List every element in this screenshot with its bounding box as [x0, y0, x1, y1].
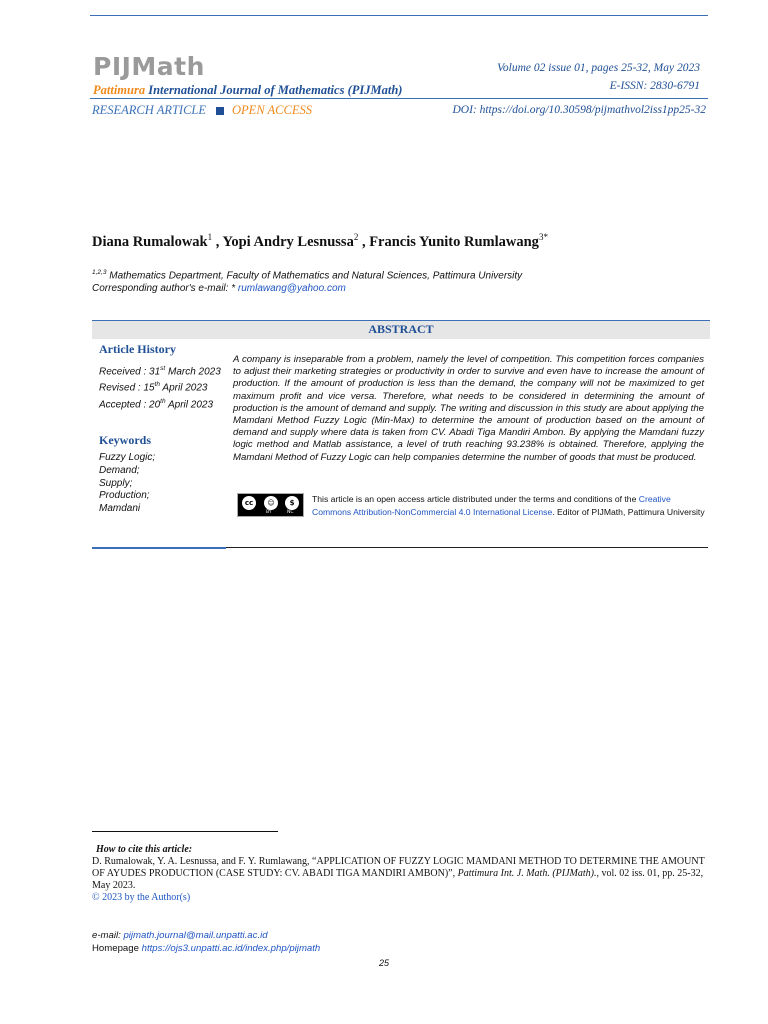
- revised-pre: Revised : 15: [99, 382, 155, 394]
- email-label: e-mail:: [92, 930, 124, 941]
- doi-link[interactable]: DOI: https://doi.org/10.30598/pijmathvol2iss1pp25-32: [452, 104, 706, 116]
- nc-dollar-icon: $: [285, 496, 299, 510]
- received-post: March 2023: [165, 366, 221, 378]
- keywords-title: Keywords: [99, 433, 151, 447]
- journal-name-prefix: Pattimura: [93, 83, 146, 97]
- author-list: [92, 232, 548, 251]
- license-text-post: . Editor of PIJMath, Pattimura University: [552, 506, 705, 517]
- contact-email-line: [92, 930, 320, 943]
- volume-info: Volume 02 issue 01, pages 25-32, May 2023: [497, 62, 700, 74]
- revised-sup: th: [154, 381, 161, 389]
- keyword-item: Mamdani: [99, 503, 141, 515]
- accepted-pre: Accepted : 20: [99, 398, 161, 410]
- accepted-post: April 2023: [165, 398, 214, 410]
- license-link[interactable]: Creative Commons Attribution-NonCommercial 4.0 International License: [312, 494, 671, 517]
- affiliation: [92, 266, 522, 295]
- abstract-text: A company is inseparable from a problem, namely the level of competition. This competition forces companies to adjust their marketing strategies or productivity in order to survive and even have to increase the amount of production. If the amount of production is less than the demand, the company will not be maximized to get maximum profit and vice versa. Therefore, what needs to be considered in determining the amount of production is the amount of demand and supply. The writing and discussion in this study are about applying the Mamdani Method Fuzzy Logic (Min-Max) to determine the amount of production based on the amount of demand and supply where data is taken from CV. Abadi Tiga Mandiri Ambon. By applying the Mamdani fuzzy logic method and Matlab assistance, a level of truth reaching 93.238% is obtained. Therefore, applying the Mamdani Method of Fuzzy Logic can help companies determine the number of goods that must be produced.: [233, 354, 704, 463]
- journal-name-rest: International Journal of Mathematics (PIJMath): [145, 83, 403, 97]
- citation-head: How to cite this article:: [96, 844, 193, 855]
- abstract-bottom-rule-accent: [92, 547, 226, 549]
- revised-post: April 2023: [160, 382, 208, 394]
- keyword-item: Supply;: [99, 477, 133, 489]
- corresponding-line: [92, 282, 522, 295]
- cc-by-nc-badge-icon[interactable]: [237, 493, 304, 517]
- article-type: RESEARCH ARTICLE: [92, 103, 207, 117]
- affiliation-sup: 1,2,3: [92, 269, 107, 276]
- author-name: Yopi Andry Lesnussa: [222, 233, 354, 250]
- badge-nc-label: NC: [287, 510, 294, 515]
- separator-square-icon: [216, 107, 224, 115]
- citation-text: [92, 856, 712, 893]
- corresponding-label: Corresponding author's e-mail: *: [92, 283, 238, 295]
- by-person-icon: ☺: [264, 496, 278, 510]
- citation-end: , vol. 02 iss. 01, pp. 25-32, May 2023.: [92, 868, 704, 892]
- accepted-date: [99, 395, 221, 411]
- author-separator: ,: [212, 233, 223, 250]
- affiliation-line: [92, 266, 522, 282]
- header-top-rule: [90, 15, 708, 16]
- license-text-pre: This article is an open access article distributed under the terms and conditions of the: [312, 494, 639, 504]
- license-notice: [312, 493, 707, 518]
- citation-main: D. Rumalowak, Y. A. Lesnussa, and F. Y. Rumlawang, “APPLICATION OF FUZZY LOGIC MAMDANI METHOD TO DETERMINE THE AMOUNT OF AYUDES PRODUCTION (CASE STUDY: CV. ABADI TIGA MANDIRI AMBON)”,: [92, 856, 705, 880]
- keywords-list: [99, 452, 155, 516]
- copyright-link[interactable]: © 2023 by the Author(s): [92, 892, 191, 903]
- author-sup: 1: [207, 232, 213, 242]
- author-name: Diana Rumalowak: [92, 233, 208, 250]
- contact-homepage-line: [92, 943, 320, 956]
- accepted-sup: th: [160, 397, 166, 405]
- abstract-title: ABSTRACT: [368, 322, 434, 336]
- citation-journal: Pattimura Int. J. Math. (PIJMath).: [457, 868, 597, 880]
- page-number: 25: [378, 958, 389, 968]
- author-sup: 3*: [538, 232, 548, 242]
- cc-icon: cc: [242, 496, 256, 510]
- received-date: [99, 362, 221, 378]
- affiliation-text: Mathematics Department, Faculty of Mathematics and Natural Sciences, Pattimura University: [106, 270, 523, 282]
- header-mid-rule: [90, 98, 708, 99]
- author-sup: 2: [353, 232, 359, 242]
- revised-date: [99, 378, 221, 394]
- homepage-label: Homepage: [92, 942, 142, 954]
- journal-name: [93, 83, 402, 98]
- received-sup: st: [160, 365, 166, 372]
- keyword-item: Demand;: [99, 464, 140, 476]
- corresponding-email-link[interactable]: rumlawang@yahoo.com: [237, 283, 346, 295]
- eissn: E-ISSN: 2830-6791: [609, 80, 700, 92]
- abstract-bottom-rule: [226, 547, 708, 548]
- author-name: Francis Yunito Rumlawang: [369, 233, 539, 250]
- article-history-title: Article History: [99, 342, 176, 356]
- keyword-item: Fuzzy Logic;: [99, 452, 156, 463]
- article-type-bar: [92, 103, 312, 118]
- journal-logo: PIJMath: [93, 52, 205, 81]
- author-separator: ,: [358, 233, 370, 250]
- homepage-link[interactable]: https://ojs3.unpatti.ac.id/index.php/pijmath: [141, 942, 321, 954]
- journal-email-link[interactable]: pijmath.journal@mail.unpatti.ac.id: [123, 930, 268, 941]
- article-history: [99, 362, 221, 411]
- footnote-rule: [92, 831, 278, 832]
- keyword-item: Production;: [99, 490, 150, 502]
- badge-by-label: BY: [266, 510, 272, 515]
- open-access-label: OPEN ACCESS: [232, 103, 312, 117]
- contact-info: [92, 930, 320, 955]
- received-pre: Received : 31: [99, 366, 161, 378]
